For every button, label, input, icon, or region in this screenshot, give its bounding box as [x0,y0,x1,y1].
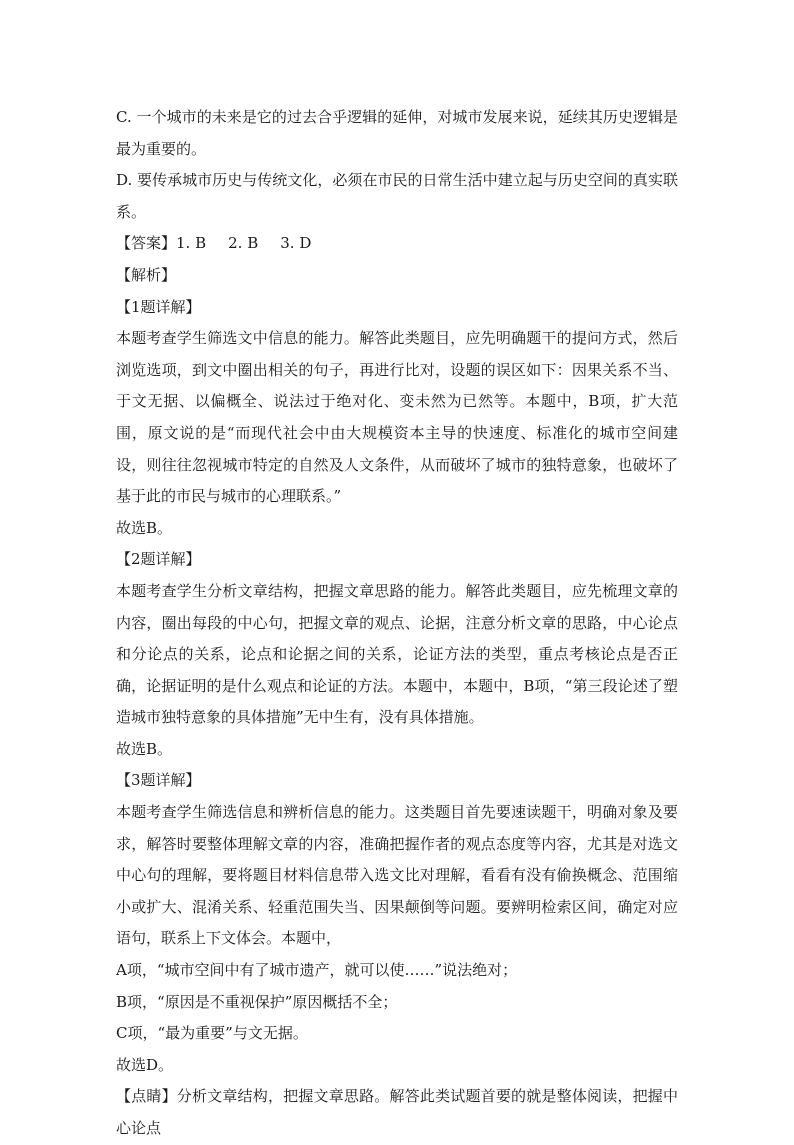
q3-body: 本题考查学生筛选信息和辨析信息的能力。这类题目首先要速读题干，明确对象及要求，解答时要整体理解文章的内容，准确把握作者的观点态度等内容，尤其是对选文中心句的理解，要将题目材料信息带入选文比对理解，看看有没有偷换概念、范围缩小或扩大、混淆关系、轻重范围失当、因果颠倒等问题。要辨明检索区间，确定对应语句，联系上下文体会。本题中， [116,803,678,948]
tip-paragraph [116,1081,678,1144]
analysis-label: 【解析】 [116,265,177,284]
q2-body: 本题考查学生分析文章结构，把握文章思路的能力。解答此类题目，应先梳理文章的内容，圈出每段的中心句，把握文章的观点、论据，注意分析文章的思路，中心论点和分论点的关系，论点和论据之间的关系，论证方法的类型，重点考核论点是否正确，论据证明的是什么观点和论证的方法。本题中，本题中，B项，“第三段论述了塑造城市独特意象的具体措施”无中生有，没有具体措施。 [116,581,678,727]
q1-heading: 【1题详解】 [116,297,201,316]
q2-conclusion: 故选B。 [116,739,173,758]
tip-body: 分析文章结构，把握文章思路。解答此类试题首要的就是整体阅读，把握中心论点 [116,1087,678,1137]
q3-item-a: A项，“城市空间中有了城市遗产，就可以使……”说法绝对； [116,961,518,980]
q1-body: 本题考查学生筛选文中信息的能力。解答此类题目，应先明确题干的提问方式，然后浏览选项，到文中圈出相关的句子，再进行比对，设题的误区如下：因果关系不当、于文无据、以偏概全、说法过于绝对化、变未然为已然等。本题中，B项，扩大范围，原文说的是“而现代社会中由大规模资本主导的快速度、标准化的城市空间建设，则往往忽视城市特定的自然及人文条件，从而破坏了城市的独特意象，也破坏了基于此的市民与城市的心理联系。” [116,329,678,506]
q2-heading: 【2题详解】 [116,550,201,569]
q1-conclusion: 故选B。 [116,518,173,537]
answer-item-3: 3. D [280,234,312,253]
q3-conclusion: 故选D。 [116,1055,174,1074]
q3-item-b: B项，“原因是不重视保护”原因概括不全； [116,992,398,1011]
answer-label: 【答案】 [116,234,177,253]
answer-item-1: 1. B [176,234,207,253]
tip-label: 【点睛】 [116,1087,177,1106]
option-c: C. 一个城市的未来是它的过去合乎逻辑的延伸，对城市发展来说，延续其历史逻辑是最为重要的。 [116,108,678,158]
q3-heading: 【3题详解】 [116,771,201,790]
answer-item-2: 2. B [228,234,259,253]
answer-line [116,228,678,260]
document-content [116,102,678,1145]
q3-item-c: C项，“最为重要”与文无据。 [116,1024,308,1043]
option-d: D. 要传承城市历史与传统文化，必须在市民的日常生活中建立起与历史空间的真实联系。 [116,171,678,221]
